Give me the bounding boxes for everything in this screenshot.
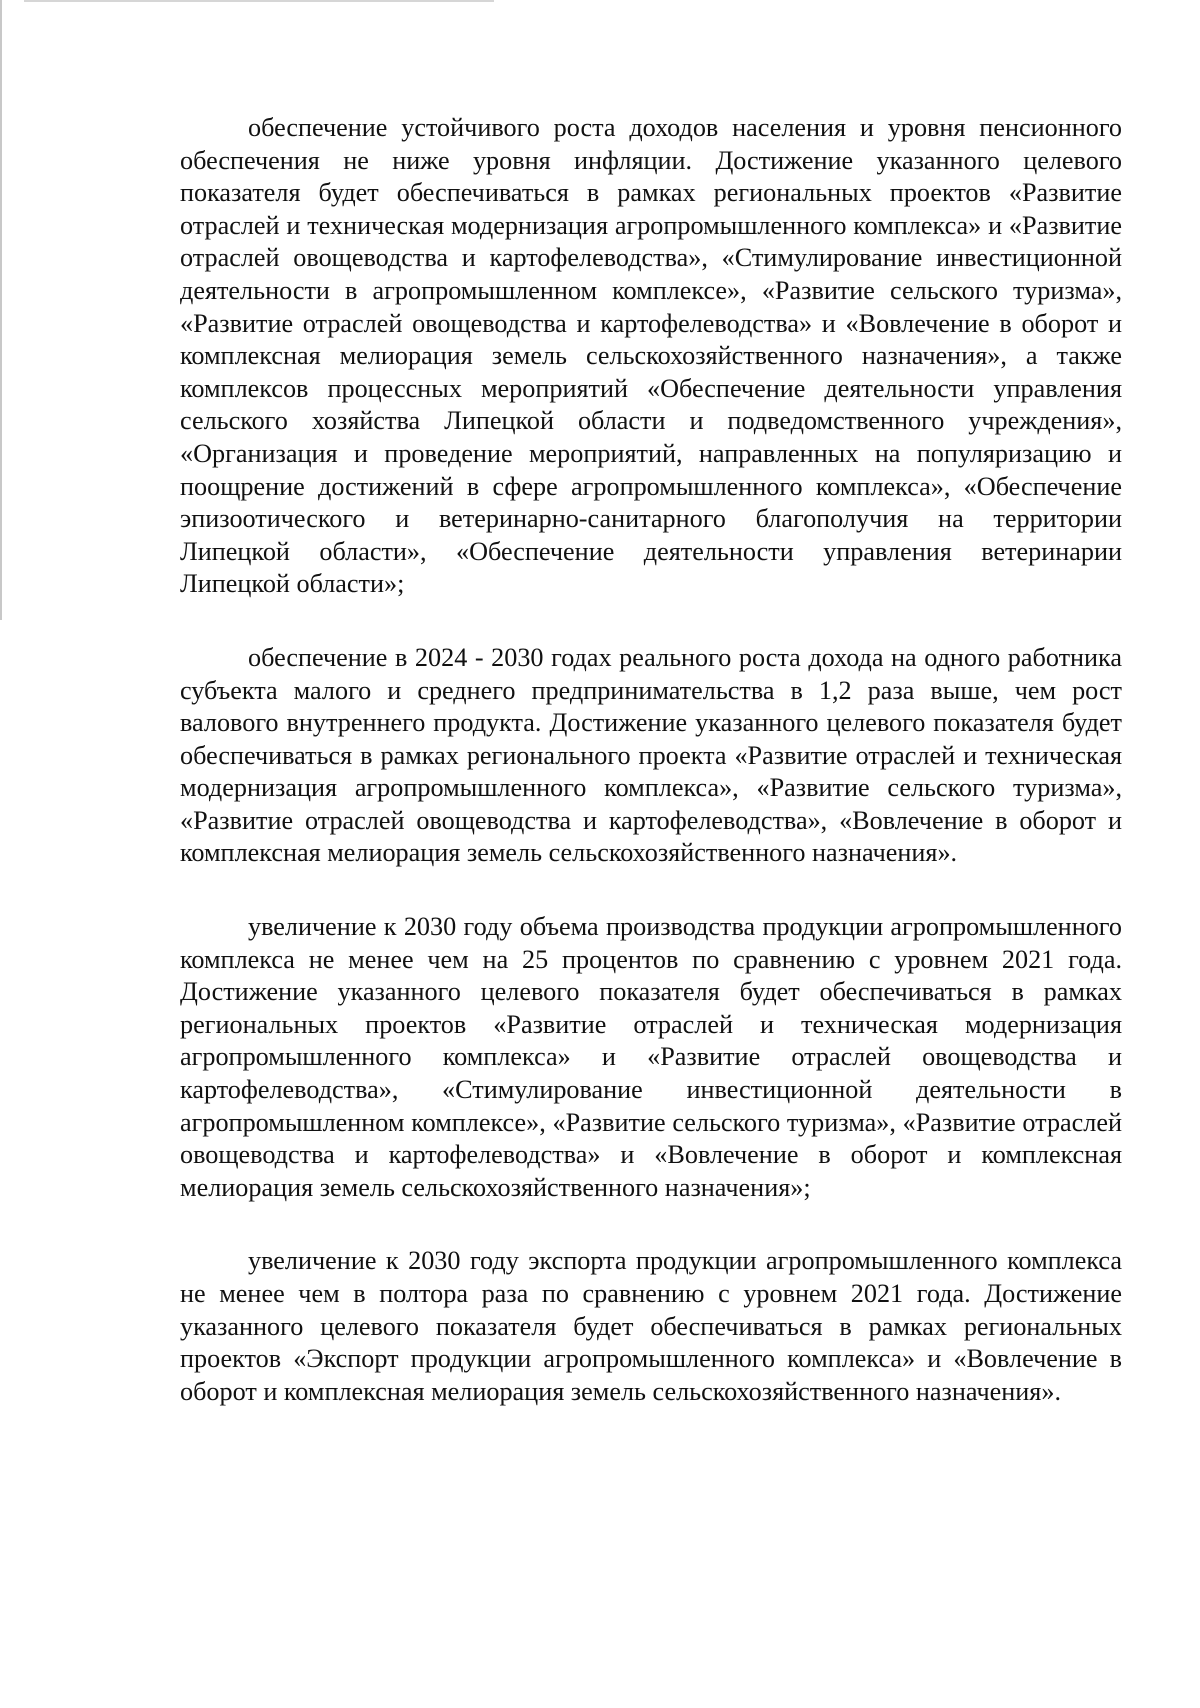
scan-top-artifact bbox=[24, 0, 494, 2]
paragraph-production-volume: увеличение к 2030 году объема производства продукции агропромышленного комплекса не менее чем на 25 процентов по сравнению с уровнем 2021 года. Достижение указанного целевого показателя будет обеспечиваться в рамках региональных проектов «Развитие отраслей и техническая модернизация агропромышленного комплекса» и «Развитие отраслей овощеводства и картофелеводства», «Стимулирование инвестиционной деятельности в агропромышленном комплексе», «Развитие сельского туризма», «Развитие отраслей овощеводства и картофелеводства» и «Вовлечение в оборот и комплексная мелиорация земель сельскохозяйственного назначения»; bbox=[180, 912, 1122, 1202]
document-body bbox=[180, 112, 1122, 1449]
paragraph-export-growth: увеличение к 2030 году экспорта продукции агропромышленного комплекса не менее чем в полтора раза по сравнению с уровнем 2021 года. Достижение указанного целевого показателя будет обеспечиваться в рамках региональных проектов «Экспорт продукции агропромышленного комплекса» и «Вовлечение в оборот и комплексная мелиорация земель сельскохозяйственного назначения». bbox=[180, 1246, 1122, 1406]
paragraph-income-growth: обеспечение устойчивого роста доходов населения и уровня пенсионного обеспечения не ниже уровня инфляции. Достижение указанного целевого показателя будет обеспечиваться в рамках региональных проектов «Развитие отраслей и техническая модернизация агропромышленного комплекса» и «Развитие отраслей овощеводства и картофелеводства», «Стимулирование инвестиционной деятельности в агропромышленном комплексе», «Развитие сельского туризма», «Развитие отраслей овощеводства и картофелеводства» и «Вовлечение в оборот и комплексная мелиорация земель сельскохозяйственного назначения», а также комплексов процессных мероприятий «Обеспечение деятельности управления сельского хозяйства Липецкой области и подведомственного учреждения», «Организация и проведение мероприятий, направленных на популяризацию и поощрение достижений в сфере агропромышленного комплекса», «Обеспечение эпизоотического и ветеринарно-санитарного благополучия на территории Липецкой области», «Обеспечение деятельности управления ветеринарии Липецкой области»; bbox=[180, 113, 1122, 599]
scan-edge-line bbox=[0, 0, 2, 620]
paragraph-small-business-income: обеспечение в 2024 - 2030 годах реального роста дохода на одного работника субъекта малого и среднего предпринимательства в 1,2 раза выше, чем рост валового внутреннего продукта. Достижение указанного целевого показателя будет обеспечиваться в рамках регионального проекта «Развитие отраслей и техническая модернизация агропромышленного комплекса», «Развитие сельского туризма», «Развитие отраслей овощеводства и картофелеводства», «Вовлечение в оборот и комплексная мелиорация земель сельскохозяйственного назначения». bbox=[180, 642, 1122, 868]
